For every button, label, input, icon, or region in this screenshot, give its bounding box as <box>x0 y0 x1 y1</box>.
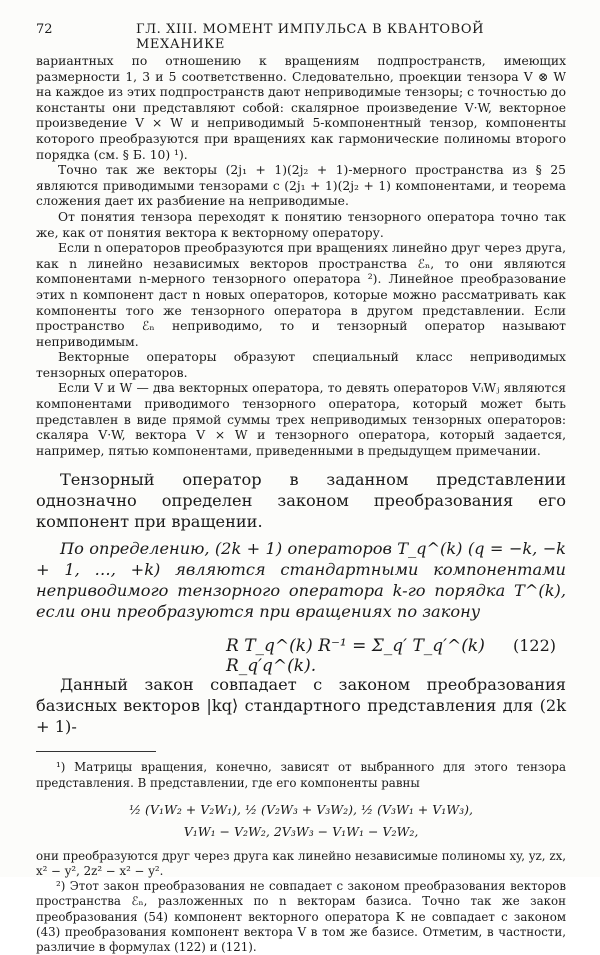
page-number: 72 <box>36 22 53 37</box>
paragraph-vector-operators: Векторные операторы образуют специальный класс неприводимых тензорных операторов. <box>36 350 566 380</box>
footnote-1-formula-line-2: V₁W₁ − V₂W₂, 2V₃W₃ − V₁W₁ − V₂W₂, <box>183 823 419 839</box>
paragraph-continuation: вариантных по отношению к вращениям подпространств, имеющих размерности 1, 3 и 5 соответственно. Следовательно, проекции тензора V ⊗ W на каждое из этих подпространств дают неприводимые тензоры; с точностью до константы они представляют собой: скалярное произведение V·W, векторное произведение V × W и неприводимый 5-компонентный тензор, компоненты которого преобразуются при вращениях как гармонические полиномы второго порядка (см. § Б. 10) ¹). <box>36 54 566 162</box>
footnote-2: ²) Этот закон преобразования не совпадает с законом преобразования векторов пространства ℰₙ, разложенных по n векторам базиса. Точно так же закон преобразования (54) компонент векторного оператора K не совпадает с законом (43) преобразования компонент вектора V в том же базисе. Отметим, в частности, различие в формулах (122) и (121). <box>36 879 566 955</box>
paragraph-vectors: Точно так же векторы (2j₁ + 1)(2j₂ + 1)-мерного пространства из § 25 являются приводимыми тензорами с (2j₁ + 1)(2j₂ + 1) компонентами, и теорема сложения дает их разбиение на неприводимые. <box>36 163 566 209</box>
footnote-1: ¹) Матрицы вращения, конечно, зависят от выбранного для этого тензора представления. В представлении, где его компоненты равны <box>36 760 566 790</box>
footnote-1-continuation: они преобразуются друг через друга как линейно независимые полиномы xy, yz, zx, x² − y², 2z² − x² − y². <box>36 848 566 879</box>
paragraph-statement: Тензорный оператор в заданном представлении однозначно определен законом преобразования его компонент при вращении. <box>36 470 566 532</box>
footnote-separator <box>36 751 156 752</box>
paragraph-tensor-operator-intro: От понятия тензора переходят к понятию тензорного оператора точно так же, как от понятия вектора к векторному оператору. <box>36 209 566 240</box>
page-body <box>36 54 566 955</box>
equation-number: (122) <box>512 636 556 656</box>
page-header <box>36 22 568 52</box>
paragraph-reducible-example: Если V и W — два векторных оператора, то девять операторов VᵢWⱼ являются компонентами приводимого тензорного оператора, который может быть представлен в виде прямой суммы трех неприводимых тензорных операторов: скаляра V·W, вектора V × W и тензорного оператора, который задается, например, пятью компонентами, приведенными в предыдущем примечании. <box>36 381 566 458</box>
paragraph-standard-components-definition: По определению, (2k + 1) операторов T_q^(k) (q = −k, −k + 1, …, +k) являются стандартными компонентами неприводимого тензорного оператора k-го порядка T^(k), если они преобразуются при вращениях по закону <box>36 539 566 622</box>
running-title: ГЛ. XIII. МОМЕНТ ИМПУЛЬСА В КВАНТОВОЙ МЕХАНИКЕ <box>136 22 485 52</box>
footnote-1-formula-line-1: ½ (V₁W₂ + V₂W₁), ½ (V₂W₃ + V₃W₂), ½ (V₃W₁ + V₁W₃), <box>128 801 474 817</box>
footnote-1-formula <box>36 799 566 843</box>
equation-122 <box>36 628 566 677</box>
paragraph-tensor-operator-definition: Если n операторов преобразуются при вращениях линейно друг через друга, как n линейно независимых векторов пространства ℰₙ, то они являются компонентами n-мерного тензорного оператора ²). Линейное преобразование этих n компонент даст n новых операторов, которые можно рассматривать как компоненты того же тензорного оператора в другом представлении. Если пространство ℰₙ неприводимо, то и тензорный оператор называют неприводимым. <box>36 241 566 349</box>
equation-body: R T_q^(k) R⁻¹ = Σ_q′ T_q′^(k) R_q′q^(k). <box>226 636 485 677</box>
paragraph-law-comparison: Данный закон совпадает с законом преобразования базисных векторов |kq⟩ стандартного представления для (2k + 1)- <box>36 675 566 737</box>
